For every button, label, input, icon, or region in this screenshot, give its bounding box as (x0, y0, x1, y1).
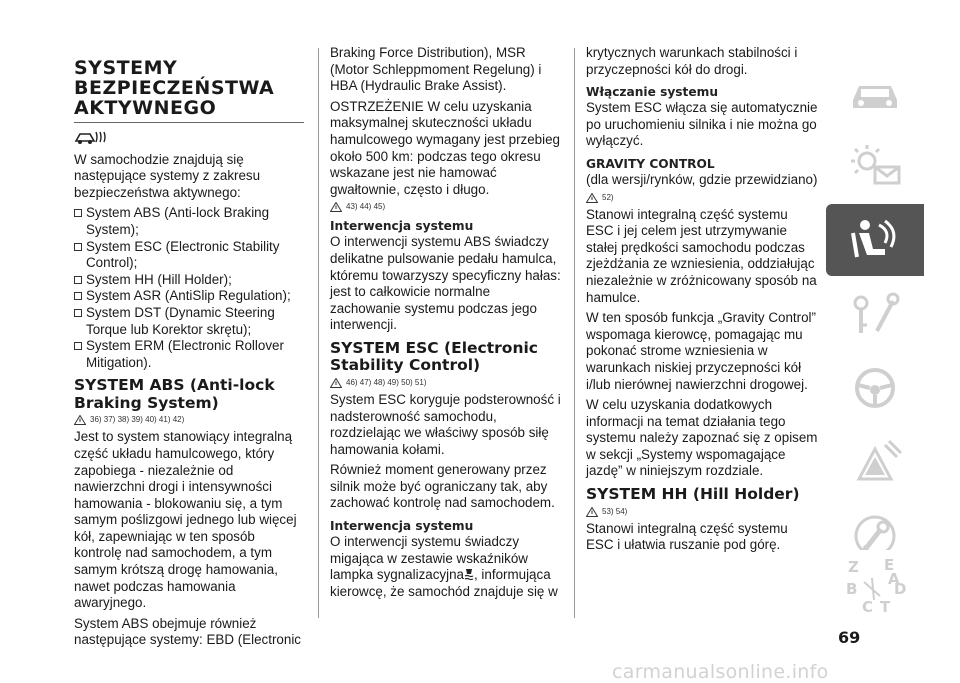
seat-airbag-icon (845, 215, 905, 265)
systems-list (74, 205, 304, 371)
watermark-text: carmanualsonline.info (612, 661, 829, 683)
esc-paragraph-1: System ESC koryguje podsterowność i nadsterowność samochodu, rozdzielając we właściwy sposób siłę hamowania kołami. (330, 391, 561, 457)
hill-holder-warning-refs: 53) 54) (586, 507, 818, 517)
esc-intervention-heading: Interwencja systemu (330, 519, 474, 534)
sidebar-tab-index[interactable] (826, 550, 924, 620)
index-letter: Z (848, 558, 859, 576)
checkbox-bullet-icon (74, 342, 82, 350)
index-letter: B (846, 580, 858, 598)
gravity-availability-note: (dla wersji/rynków, gdzie przewidziano) (586, 171, 818, 187)
sidebar-tab-warning-lights[interactable] (826, 130, 924, 202)
car-icon (845, 70, 905, 114)
sidebar-tab-start-driving[interactable] (826, 278, 924, 350)
warning-paragraph: OSTRZEŻENIE W celu uzyskania maksymalnej skuteczności układu hamulcowego wymagany jest przebieg około 500 km: podczas tego okresu wskazane jest nie hamować gwałtownie, często i długo. (330, 98, 560, 197)
esc-paragraph-2: Również moment generowany przez silnik może być ograniczany tak, aby zachować kontrolę nad samochodem. (330, 462, 555, 511)
list-item: System ERM (Electronic Rollover Mitigation). (74, 338, 304, 371)
checkbox-bullet-icon (74, 243, 82, 251)
sidebar-tab-car[interactable] (826, 56, 924, 128)
checkbox-bullet-icon (74, 292, 82, 300)
checkbox-bullet-icon (74, 309, 82, 317)
car-control-icon (74, 129, 304, 150)
index-letter: D (894, 580, 907, 598)
abs-intervention-heading: Interwencja systemu (330, 219, 474, 234)
warning-triangle-icon (330, 202, 342, 212)
abs-intervention-paragraph: O interwencji systemu ABS świadczy delikatne pulsowanie pedału hamulca, któremu towarzyszy specyficzny hałas: jest to całkowicie normalne zachowanie systemu podczas jego interwencji. (330, 234, 561, 333)
list-item: System ABS (Anti-lock Braking System); (74, 205, 304, 238)
steering-wheel-icon (845, 363, 905, 413)
sidebar-tab-safety[interactable] (826, 204, 924, 276)
warning-triangle-icon (74, 415, 86, 425)
page-number: 69 (838, 628, 861, 647)
sidebar-tab-steering[interactable] (826, 352, 924, 424)
gravity-paragraph-2: W ten sposób funkcja „Gravity Control” wspomaga kierowcę, pomagając mu pokonać strome wzniesienia w warunkach niskiej przyczepności kół i/lub nierównej nawierzchni drogowej. (586, 310, 816, 392)
key-wrench-icon (845, 289, 905, 339)
hill-holder-paragraph: Stanowi integralną część systemu ESC i ułatwia ruszanie pod górę. (586, 520, 788, 553)
gravity-control-heading: GRAVITY CONTROL (586, 156, 715, 171)
sidebar-tab-emergency[interactable] (826, 426, 924, 498)
index-letter: E (884, 556, 895, 574)
esc-heading: SYSTEM ESC (Electronic Stability Control) (330, 338, 538, 375)
warning-triangle-icon (586, 507, 598, 517)
gravity-paragraph-3: W celu uzyskania dodatkowych informacji na temat działania tego systemu należy zapoznać się z opisem w sekcji „Systemy wspomagające jazdę” w niniejszym rozdziale. (586, 397, 818, 479)
column-3 (586, 45, 818, 558)
switch-on-paragraph: System ESC włącza się automatycznie po uruchomieniu silnika i nie można go wyłączyć. (586, 100, 818, 149)
esc-paragraph-3: krytycznych warunkach stabilności i przyczepności kół do drogi. (586, 45, 798, 77)
hill-holder-heading: SYSTEM HH (Hill Holder) (586, 485, 800, 504)
gravity-paragraph-1: Stanowi integralną część systemu ESC i jej celem jest utrzymywanie stałej prędkości samochodu podczas zjeżdżania ze wzniesienia, oddziałując niezależnie w zróżnicowany sposób na hamulce. (586, 206, 817, 305)
list-item: System DST (Dynamic Steering Torque lub Korektor skrętu); (74, 305, 304, 338)
title-divider (74, 122, 304, 123)
intro-paragraph: W samochodzie znajdują się następujące systemy z zakresu bezpieczeństwa aktywnego: (74, 151, 261, 200)
roadside-warning-icon (845, 437, 905, 487)
index-letters-icon (840, 554, 910, 616)
index-letter: C (862, 598, 874, 616)
column-divider-1 (318, 48, 319, 618)
list-item: System ASR (AntiSlip Regulation); (74, 288, 304, 305)
warning-triangle-icon (586, 193, 598, 203)
abs-warning-refs: 36) 37) 38) 39) 40) 41) 42) (74, 415, 304, 425)
column-1 (74, 58, 304, 653)
index-letter: A (888, 570, 900, 588)
abs-heading: SYSTEM ABS (Anti-lock Braking System) (74, 376, 275, 412)
abs-paragraph-2: System ABS obejmuje również następujące systemy: EBD (Electronic (74, 615, 301, 648)
warning-triangle-icon (330, 378, 342, 388)
list-item: System ESC (Electronic Stability Control); (74, 239, 304, 272)
warning-lights-icon (845, 141, 905, 191)
page-title-line-1: SYSTEMY (74, 57, 178, 79)
page-title-line-3: AKTYWNEGO (74, 97, 217, 119)
esc-intervention-paragraph: O interwencji systemu świadczy migająca w zestawie wskaźników lampka sygnalizacyjna , informująca kierowcę, że samochód znajduje się w (330, 534, 558, 599)
page-title (74, 58, 304, 118)
index-letter: T (880, 598, 891, 616)
warning-refs: 43) 44) 45) (330, 202, 562, 212)
switch-on-heading: Włączanie systemu (586, 85, 719, 100)
gravity-warning-refs: 52) (586, 193, 818, 203)
checkbox-bullet-icon (74, 209, 82, 217)
checkbox-bullet-icon (74, 276, 82, 284)
column-divider-2 (574, 48, 575, 618)
esc-warning-refs: 46) 47) 48) 49) 50) 51) (330, 378, 562, 388)
page-title-line-2: BEZPIECZEŃSTWA (74, 77, 275, 99)
list-item: System HH (Hill Holder); (74, 272, 304, 289)
abs-paragraph-3: Braking Force Distribution), MSR (Motor Schleppmoment Regelung) i HBA (Hydraulic Brake Assist). (330, 45, 542, 94)
abs-paragraph-1: Jest to system stanowiący integralną część układu hamulcowego, który zapobiega - niezależnie od nawierzchni drogi i intensywności hamowania - blokowaniu się, a tym samym poślizgowi jednego lub więcej kół, zapewniając w ten sposób kontrolę nad samochodem, a tym samym krótszą drogę hamowania, nawet podczas hamowania awaryjnego. (74, 429, 297, 611)
esc-warning-lamp-icon (464, 567, 474, 581)
column-2 (330, 45, 562, 604)
